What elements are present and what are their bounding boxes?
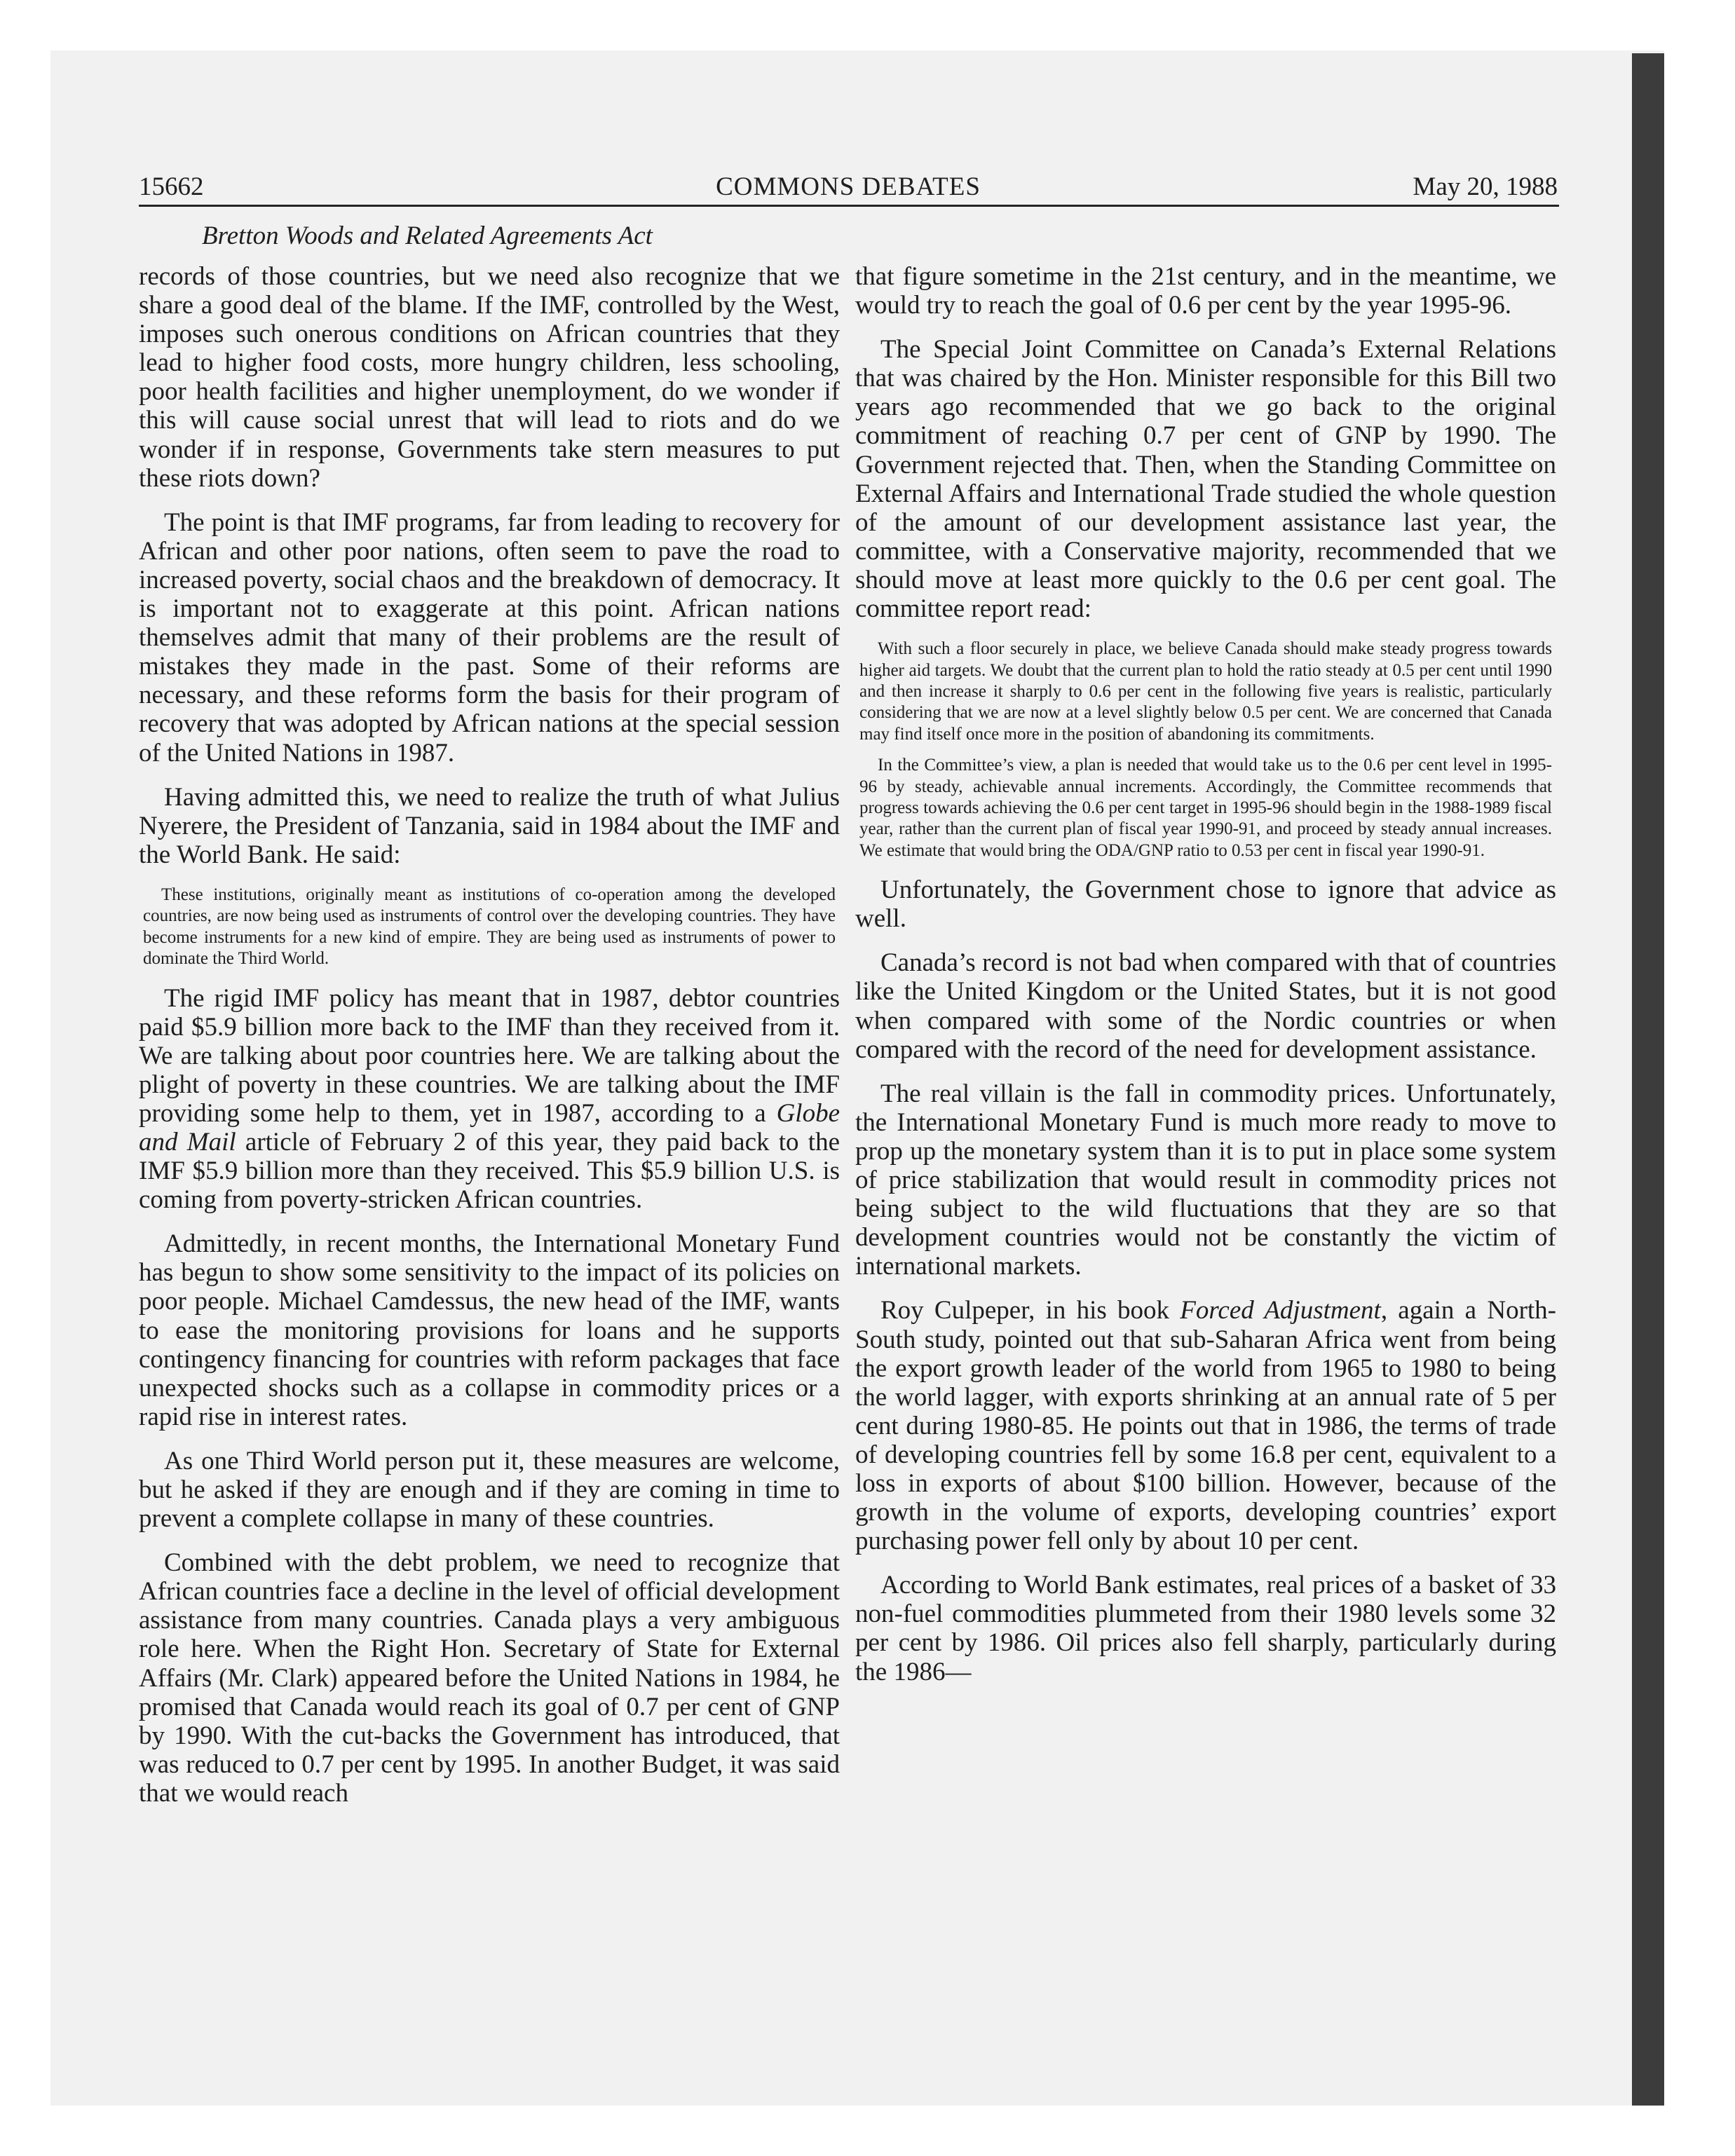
header-rule — [139, 205, 1559, 207]
paragraph — [855, 1296, 1556, 1555]
text-run: , again a North-South study, pointed out that sub-Saharan Africa went from being the export growth leader of the world from 1965 to 1980 to being the world lagger, with exports shrinking at an annual rate of 5 per cent during 1980-85. He points out that in 1986, the terms of trade of developing countries fell by some 16.8 per cent, equivalent to a loss in exports of about $100 billion. However, because of the growth in the volume of exports, developing countries’ export purchasing power fell only by about 10 per cent. — [855, 1296, 1556, 1556]
paragraph: Canada’s record is not bad when compared with that of countries like the United Kingdom or the United States, but it is not good when compared with some of the Nordic countries or when compared with the record of the need for development assistance. — [855, 948, 1556, 1064]
paragraph: The point is that IMF programs, far from leading to recovery for African and other poor nations, often seem to pave the road to increased poverty, social chaos and the breakdown of democracy. It is important not to exaggerate at this point. African nations themselves admit that many of their problems are the result of mistakes they made in the past. Some of their reforms are necessary, and these reforms form the basis for their program of recovery that was adopted by African nations at the special session of the United Nations in 1987. — [139, 507, 840, 767]
quote-paragraph: In the Committee’s view, a plan is needed that would take us to the 0.6 per cent level in 1995-96 by steady, achievable annual increments. Accordingly, the Committee recommends that progress towards achieving the 0.6 per cent target in 1995-96 should begin in the 1988-1989 fiscal year, rather than the current plan of fiscal year 1990-91, and proceed by steady annual increases. We estimate that would bring the ODA/GNP ratio to 0.53 per cent in fiscal year 1990-91. — [859, 756, 1552, 860]
page-header — [139, 168, 1558, 206]
text-run: article of February 2 of this year, they paid back to the IMF $5.9 billion more than they received. This $5.9 billion U.S. is coming from poverty-stricken African countries. — [139, 1127, 840, 1215]
paragraph: Having admitted this, we need to realize the truth of what Julius Nyerere, the President of Tanzania, said in 1984 about the IMF and the World Bank. He said: — [139, 782, 840, 869]
newspaper-title: Globe and Mail — [139, 1098, 840, 1157]
book-title: Forced Adjustment — [1180, 1296, 1381, 1325]
paragraph: The real villain is the fall in commodity prices. Unfortunately, the International Monetary Fund is much more ready to move to prop up the monetary system than it is to put in place some system of price stabilization that would result in commodity prices not being subject to the wild fluctuations that they are so that development countries would not be constantly the victim of international markets. — [855, 1079, 1556, 1281]
quote-paragraph: With such a floor securely in place, we believe Canada should make steady progress towards higher aid targets. We doubt that the current plan to hold the ratio steady at 0.5 per cent until 1990 and then increase it sharply to 0.6 per cent in the following five years is realistic, particularly considering that we are now at a level slightly below 0.5 per cent. We are concerned that Canada may find itself once more in the position of abandoning its commitments. — [859, 639, 1552, 744]
left-column — [139, 262, 840, 1823]
text-run: The rigid IMF policy has meant that in 1987, debtor countries paid $5.9 billion more back to the IMF than they received from it. We are talking about poor countries here. We are talking about the plight of poverty in these countries. We are talking about the IMF providing some help to them, yet in 1987, according to a — [139, 983, 840, 1128]
paragraph: As one Third World person put it, these measures are welcome, but he asked if they are enough and if they are coming in time to prevent a complete collapse in many of these countries. — [139, 1446, 840, 1534]
paragraph: Unfortunately, the Government chose to ignore that advice as well. — [855, 875, 1556, 934]
paragraph: records of those countries, but we need also recognize that we share a good deal of the blame. If the IMF, controlled by the West, imposes such onerous conditions on African countries that they lead to higher food costs, more hungry children, less schooling, poor health facilities and higher unemployment, do we wonder if this will cause social unrest that will lead to riots and do we wonder if in response, Governments take stern measures to put these riots down? — [139, 262, 840, 493]
paragraph: Admittedly, in recent months, the International Monetary Fund has begun to show some sensitivity to the impact of its policies on poor people. Michael Camdessus, the new head of the IMF, wants to ease the monitoring provisions for loans and he supports contingency financing for countries with reform packages that face unexpected shocks such as a collapse in commodity prices or a rapid rise in interest rates. — [139, 1229, 840, 1431]
block-quote — [139, 885, 840, 970]
right-column — [855, 262, 1556, 1702]
publication-date: May 20, 1988 — [1413, 172, 1558, 201]
quote-paragraph: These institutions, originally meant as institutions of co-operation among the developed countries, are now being used as instruments of control over the developing countries. They have become instruments for a new kind of empire. They are being used as instruments of power to dominate the Third World. — [143, 885, 836, 969]
scan-edge-bar — [1632, 53, 1664, 2106]
page-number: 15662 — [139, 172, 204, 201]
section-subheading: Bretton Woods and Related Agreements Act — [202, 221, 653, 250]
paragraph: The Special Joint Committee on Canada’s External Relations that was chaired by the Hon. Minister responsible for this Bill two years ago recommended that we go back to the original commitment of reaching 0.7 per cent of GNP by 1990. The Government rejected that. Then, when the Standing Committee on External Affairs and International Trade studied the whole question of the amount of our development assistance last year, the committee, with a Conservative majority, recommended that we should move at least more quickly to the 0.6 per cent goal. The committee report read: — [855, 335, 1556, 624]
publication-title: COMMONS DEBATES — [716, 172, 981, 201]
paragraph — [139, 984, 840, 1215]
paragraph: Combined with the debt problem, we need to recognize that African countries face a decline in the level of official development assistance from many countries. Canada plays a very ambiguous role here. When the Right Hon. Secretary of State for External Affairs (Mr. Clark) appeared before the United Nations in 1984, he promised that Canada would reach its goal of 0.7 per cent of GNP by 1990. With the cut-backs the Government has introduced, that was reduced to 0.7 per cent by 1995. In another Budget, it was said that we would reach — [139, 1548, 840, 1808]
paragraph: that figure sometime in the 21st century, and in the meantime, we would try to reach the goal of 0.6 per cent by the year 1995-96. — [855, 262, 1556, 320]
block-quote — [855, 639, 1556, 861]
paragraph: According to World Bank estimates, real prices of a basket of 33 non-fuel commodities plummeted from their 1980 levels some 32 per cent by 1986. Oil prices also fell sharply, particularly during the 1986— — [855, 1571, 1556, 1686]
text-run: Roy Culpeper, in his book — [880, 1296, 1181, 1325]
